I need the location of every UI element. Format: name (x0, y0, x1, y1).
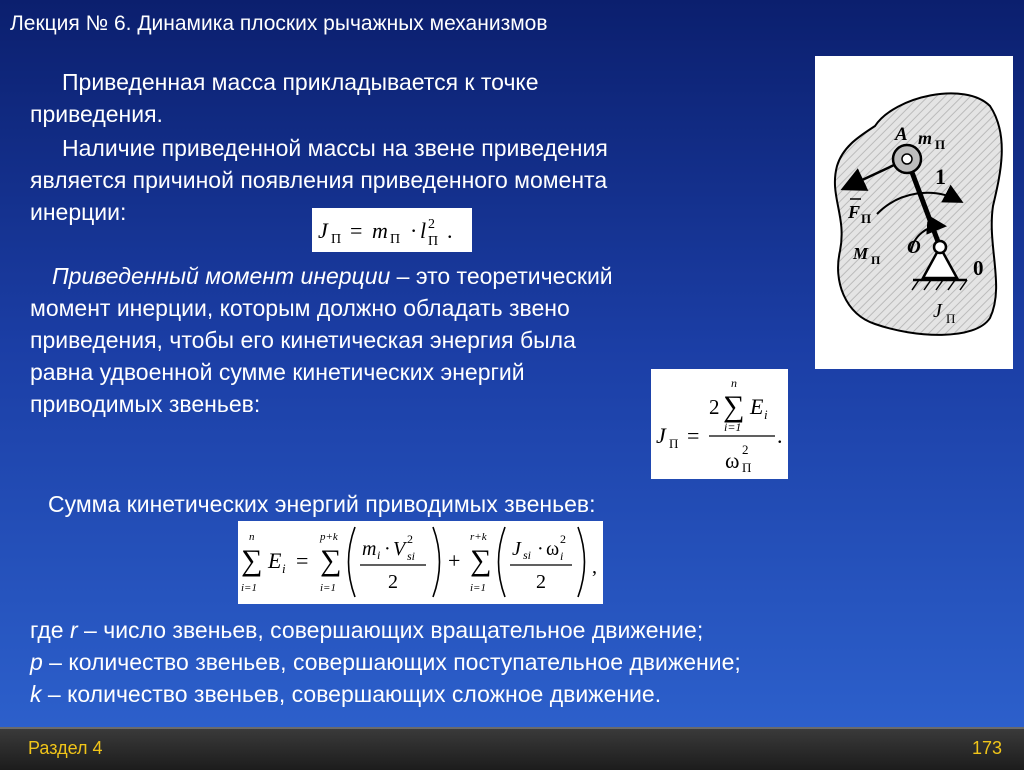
paren-right (433, 527, 440, 597)
label-m-moment: M (853, 244, 869, 263)
formula-punctuation: . (777, 423, 783, 448)
paragraph-line: момент инерции, которым должно обладать звено (30, 295, 570, 321)
formula-denominator: 2 (388, 571, 398, 593)
formula-symbol: m (362, 538, 377, 560)
paragraph-line: инерции: (30, 199, 127, 225)
term-rest: – это теоретический (390, 263, 613, 289)
formula-sigma: ∑ (723, 390, 745, 423)
paragraph-line: Наличие приведенной массы на звене приведения (62, 135, 608, 161)
formula-operator: · (537, 538, 544, 560)
paragraph-line: приводимых звеньев: (30, 391, 261, 417)
formula-symbol: ω (546, 538, 560, 560)
term-italic: Приведенный момент инерции (52, 263, 391, 289)
formula-upper-limit: n (731, 376, 737, 390)
formula-subscript: i (377, 548, 381, 562)
formula-lower-limit: i=1 (320, 582, 336, 594)
formula-sigma: ∑ (241, 544, 263, 577)
formula-operator: = (350, 218, 363, 243)
variable-p: p (30, 649, 43, 675)
formula-symbol: E (268, 548, 282, 573)
label-m-moment-sub: П (871, 253, 881, 267)
formula-subscript: П (390, 232, 401, 247)
formula-subscript: si (523, 548, 532, 562)
variable-r: r (69, 617, 78, 643)
variable-k: k (30, 681, 42, 707)
formula-subscript: П (331, 232, 342, 247)
formula-symbol: V (393, 538, 406, 560)
legend-line-k (30, 678, 741, 710)
formula-subscript: i (560, 549, 564, 563)
formula-reduced-moment-energy (651, 369, 788, 479)
legend-prefix: где (30, 617, 70, 643)
formula-superscript: 2 (742, 442, 749, 457)
label-a: A (895, 124, 908, 145)
label-f: F (848, 202, 861, 222)
formula-symbol: E (750, 394, 764, 419)
formula-coefficient: 2 (709, 395, 720, 419)
formula-lower-limit: i=1 (470, 582, 486, 594)
formula-sigma: ∑ (470, 544, 492, 577)
formula-lower-limit: i=1 (241, 582, 257, 594)
formula-kinetic-energy-sum (238, 521, 603, 604)
page-number: 173 (971, 738, 1002, 758)
footer-bar (0, 727, 1024, 770)
page-title: Лекция № 6. Динамика плоских рычажных механизмов (10, 12, 548, 35)
formula-superscript: 2 (428, 217, 435, 232)
formula-symbol: J (512, 538, 521, 560)
label-j: J (933, 300, 942, 322)
paragraph-line: приведения. (30, 101, 163, 127)
legend-line-r (30, 614, 741, 646)
subheading-kinetic-energy (48, 488, 595, 520)
formula-superscript: 2 (560, 532, 566, 546)
formula-punctuation: , (592, 556, 597, 578)
formula-subscript: П (428, 234, 439, 249)
formula-symbol: ω (725, 448, 740, 473)
formula-lower-limit: i=1 (724, 420, 742, 434)
formula-symbol: J (318, 218, 328, 243)
label-j-sub: П (946, 311, 956, 326)
formula-upper-limit: r+k (470, 531, 487, 543)
formula-punctuation: . (447, 218, 453, 243)
formula-operator: + (448, 548, 461, 573)
point-a-center (902, 154, 912, 164)
paragraph-line: равна удвоенной сумме кинетических энергий (30, 359, 525, 385)
paragraph-line: Сумма кинетических энергий приводимых звеньев: (48, 491, 596, 517)
legend-text: – количество звеньев, совершающих поступательное движение; (42, 649, 741, 675)
formula-upper-limit: n (249, 531, 255, 543)
label-m-sub: П (935, 137, 946, 152)
formula-symbol: J (656, 423, 666, 448)
label-ground-0: 0 (973, 256, 984, 280)
formula-symbol: m (372, 218, 388, 243)
paragraph-line: является причиной появления приведенного момента (30, 167, 608, 193)
paren-left (499, 527, 506, 597)
formula-superscript: 2 (407, 532, 413, 546)
legend-variables (30, 614, 741, 710)
label-f-sub: П (861, 211, 872, 226)
paragraph-definition (30, 260, 613, 420)
formula-reduced-moment (312, 208, 472, 252)
legend-text: – число звеньев, совершающих вращательное движение; (77, 617, 704, 643)
pivot-o (934, 241, 946, 253)
legend-line-p (30, 646, 741, 678)
formula-subscript: П (742, 460, 752, 475)
formula-operator: · (410, 218, 418, 243)
formula-subscript: П (669, 436, 679, 451)
paragraph-line (30, 260, 613, 292)
label-link-1: 1 (935, 164, 946, 189)
paragraph-reduced-mass (30, 66, 539, 130)
formula-subscript: i (282, 561, 286, 576)
formula-operator: · (384, 538, 391, 560)
formula-operator: = (687, 423, 700, 448)
formula-upper-limit: p+k (320, 531, 338, 543)
formula-subscript: i (764, 407, 768, 422)
formula-symbol: l (420, 218, 427, 243)
formula-subscript: si (407, 549, 416, 563)
label-m: m (918, 128, 933, 148)
formula-denominator: 2 (536, 571, 546, 593)
section-label: Раздел 4 (28, 738, 103, 758)
paragraph-line: приведения, чтобы его кинетическая энергия была (30, 327, 576, 353)
paragraph-line: Приведенная масса прикладывается к точке (62, 69, 539, 95)
paren-left (349, 527, 356, 597)
legend-text: – количество звеньев, совершающих сложное движение. (41, 681, 662, 707)
mechanism-diagram (815, 56, 1013, 369)
formula-sigma: ∑ (320, 544, 342, 577)
label-o: O (907, 237, 921, 258)
paren-right (578, 527, 585, 597)
formula-operator: = (296, 548, 309, 573)
